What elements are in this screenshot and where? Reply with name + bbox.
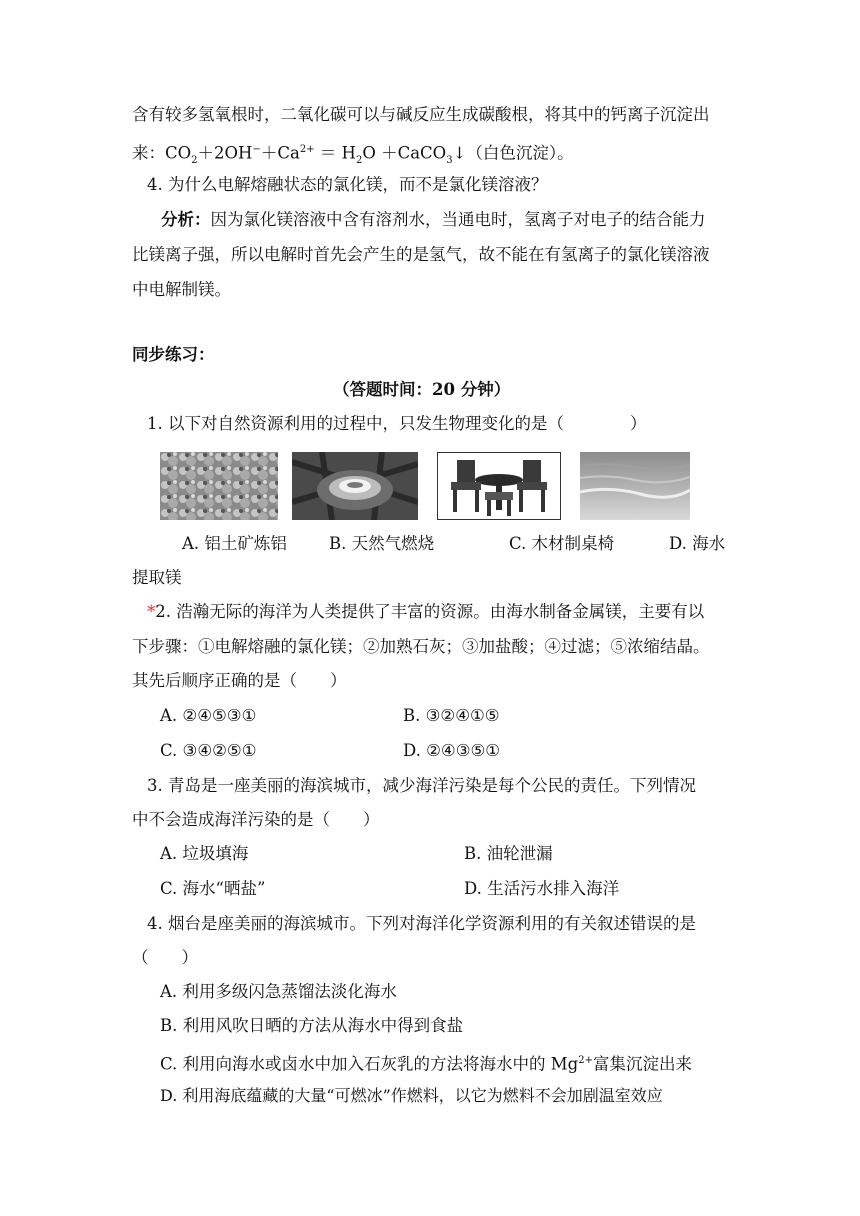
q3-line-2: 中不会造成海洋污染的是（ ）: [132, 810, 380, 829]
q2-option-d[interactable]: D. ②④③⑤①: [403, 741, 501, 760]
q3-option-c[interactable]: C. 海水“晒盐”: [160, 879, 266, 898]
q2-line-1: *2. 浩瀚无际的海洋为人类提供了丰富的资源。由海水制备金属镁，主要有以: [147, 602, 705, 621]
q2-option-c[interactable]: C. ③④②⑤①: [160, 741, 257, 760]
q3-line-1: 3. 青岛是一座美丽的海滨城市，减少海洋污染是每个公民的责任。下列情况: [147, 776, 696, 795]
q4-line-1: 4. 烟台是座美丽的海滨城市。下列对海洋化学资源利用的有关叙述错误的是: [147, 914, 696, 933]
wooden-table-chairs-image: [437, 452, 561, 520]
question-4-prompt: 4. 为什么电解熔融状态的氯化镁，而不是氯化镁溶液？: [147, 175, 548, 194]
q2-line-3: 其先后顺序正确的是（ ）: [132, 671, 347, 690]
q1-option-d[interactable]: D. 海水: [669, 534, 726, 553]
intro-line-1: 含有较多氢氧根时，二氧化碳可以与碱反应生成碳酸根，将其中的钙离子沉淀出: [132, 105, 710, 124]
q1-option-c[interactable]: C. 木材制桌椅: [509, 534, 615, 553]
seawater-beach-image: [580, 452, 690, 520]
analysis-label: 分析：: [161, 210, 211, 229]
q1-stem: 1. 以下对自然资源利用的过程中，只发生物理变化的是（ ）: [147, 414, 647, 433]
q4-option-d[interactable]: D. 利用海底蕴藏的大量“可燃冰”作燃料，以它为燃料不会加剧温室效应: [160, 1086, 663, 1105]
q3-option-b[interactable]: B. 油轮泄漏: [464, 844, 553, 863]
star-mark: *: [147, 602, 156, 621]
q4-option-b[interactable]: B. 利用风吹日晒的方法从海水中得到食盐: [160, 1016, 464, 1035]
q1-option-a[interactable]: A. 铝土矿炼铝: [182, 534, 287, 553]
section-title: 同步练习：: [132, 345, 215, 364]
q2-line-2: 下步骤：①电解熔融的氯化镁；②加熟石灰；③加盐酸；④过滤；⑤浓缩结晶。: [132, 637, 710, 656]
q3-option-a[interactable]: A. 垃圾填海: [160, 844, 249, 863]
q1-option-b[interactable]: B. 天然气燃烧: [329, 534, 435, 553]
analysis-line-2: 比镁离子强，所以电解时首先会产生的是氢气，故不能在有氢离子的氯化镁溶液: [132, 245, 710, 264]
analysis-line-1: 分析：因为氯化镁溶液中含有溶剂水，当通电时，氢离子对电子的结合能力: [161, 210, 706, 229]
intro-equation-line: 来：$CO_2+2OH^-+Ca^{2+} = H_2O$ ＋CaCO$_3$↓（白色沉淀）。: [132, 143, 574, 166]
q4-option-a[interactable]: A. 利用多级闪急蒸馏法淡化海水: [160, 982, 397, 1001]
q4-option-c[interactable]: C. 利用向海水或卤水中加入石灰乳的方法将海水中的 $Mg^{2+}$富集沉淀出来: [160, 1054, 692, 1074]
analysis-line-3: 中电解制镁。: [132, 280, 231, 299]
q4-line-2: （ ）: [132, 948, 198, 967]
bauxite-ore-image: [160, 452, 278, 520]
gas-stove-flame-image: [292, 452, 418, 520]
q2-option-b[interactable]: B. ③②④①⑤: [403, 706, 500, 725]
q3-option-d[interactable]: D. 生活污水排入海洋: [464, 879, 620, 898]
answer-time: （答题时间：20 分钟）: [333, 380, 511, 399]
q1-option-d-wrap: 提取镁: [132, 568, 182, 587]
q2-option-a[interactable]: A. ②④⑤③①: [160, 706, 257, 725]
